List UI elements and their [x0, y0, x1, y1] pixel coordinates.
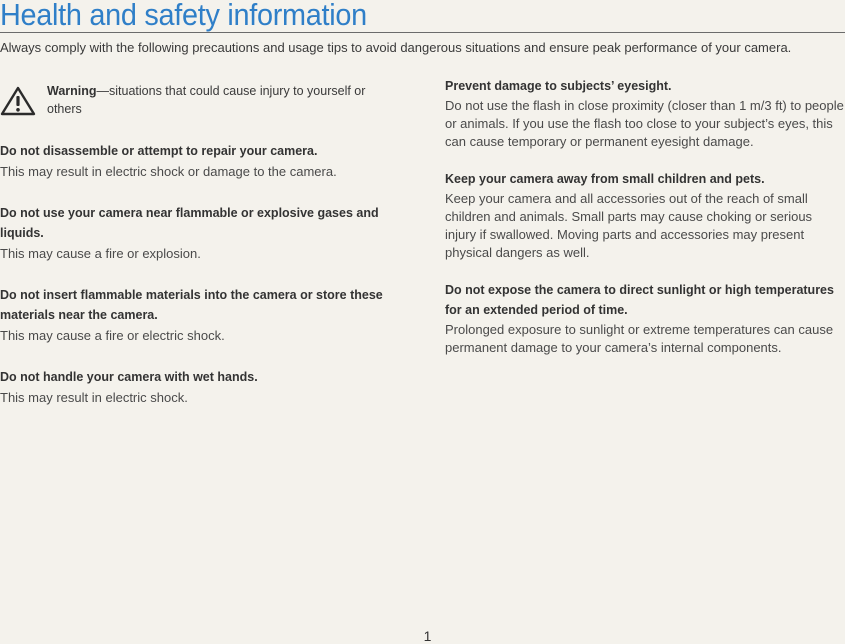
precaution-item — [445, 76, 845, 151]
page-title: Health and safety information — [0, 0, 367, 32]
precaution-item — [445, 169, 845, 262]
precaution-item — [0, 203, 405, 263]
warning-label: Warning — [47, 84, 97, 98]
precaution-item — [0, 141, 405, 181]
title-divider — [0, 32, 845, 33]
precaution-body: This may cause a fire or explosion. — [0, 246, 201, 261]
intro-text: Always comply with the following precautions and usage tips to avoid dangerous situations and ensure peak performance of your camera. — [0, 40, 792, 55]
warning-text: situations that could cause injury to yourself or others — [47, 84, 366, 116]
left-column — [0, 141, 405, 429]
precaution-body: This may result in electric shock. — [0, 390, 188, 405]
precaution-item — [0, 285, 405, 345]
precaution-heading: Do not handle your camera with wet hands. — [0, 370, 258, 384]
precaution-body: Prolonged exposure to sunlight or extreme temperatures can cause permanent damage to your camera’s internal components. — [445, 322, 834, 355]
precaution-item — [0, 367, 405, 407]
precaution-item — [445, 280, 845, 357]
warning-separator: — — [96, 84, 110, 98]
precaution-heading: Do not insert flammable materials into the camera or store these materials near the camera. — [0, 288, 383, 322]
page-number: 1 — [423, 628, 432, 644]
precaution-heading: Do not disassemble or attempt to repair your camera. — [0, 144, 318, 158]
precaution-body: This may cause a fire or electric shock. — [0, 328, 225, 343]
warning-description — [47, 82, 387, 118]
warning-triangle-icon — [0, 86, 36, 116]
right-column — [445, 76, 845, 375]
precaution-heading: Do not use your camera near flammable or explosive gases and liquids. — [0, 206, 379, 240]
precaution-body: Keep your camera and all accessories out of the reach of small children and animals. Small parts may cause choking or serious injury if swallowed. Moving parts and accessories may present physical dangers as well. — [445, 191, 813, 260]
precaution-heading: Prevent damage to subjects’ eyesight. — [445, 79, 672, 93]
precaution-body: This may result in electric shock or damage to the camera. — [0, 164, 337, 179]
precaution-heading: Keep your camera away from small children and pets. — [445, 172, 765, 186]
precaution-body: Do not use the flash in close proximity (closer than 1 m/3 ft) to people or animals. If you use the flash too close to your subject’s eyes, this can cause temporary or permanent eyesight damage. — [445, 98, 844, 149]
precaution-heading: Do not expose the camera to direct sunlight or high temperatures for an extended period of time. — [445, 283, 834, 317]
